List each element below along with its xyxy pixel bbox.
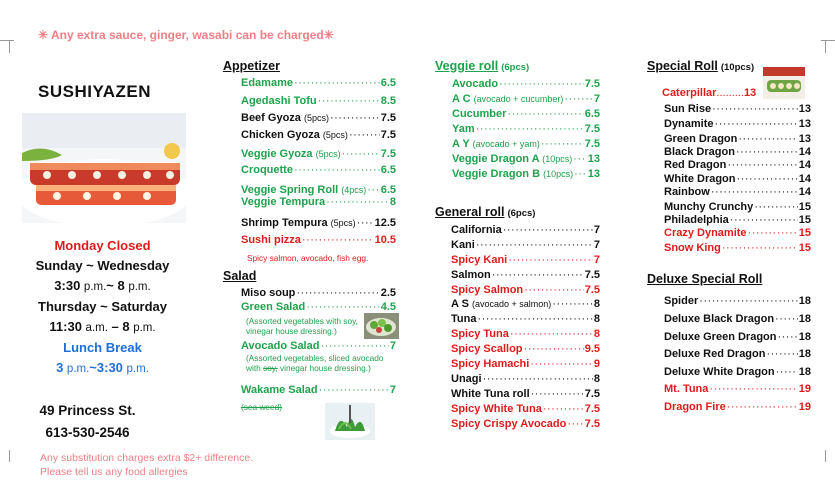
menu-item: Salmon ····· 7.5 [451,269,600,281]
item-description: (Assorted vegetables with soy, vinegar house dressing.) [246,316,358,336]
menu-item: Wakame Salad ····· 7 [241,384,396,396]
menu-item: Snow King ····· 15 [664,242,811,254]
menu-item: A C (avocado + cucumber) ····· 7 [452,93,600,105]
menu-item: Green Dragon ····· 13 [664,133,811,145]
menu-item: Dragon Fire ····· 19 [664,401,811,413]
wakame-salad-photo [325,403,375,440]
menu-item: White Dragon ····· 14 [664,173,811,185]
menu-item: Munchy Crunchy ····· 15 [664,201,811,213]
menu-item: Crazy Dynamite ····· 15 [664,227,811,239]
menu-item: Kani ····· 7 [451,239,600,251]
item-description: Spicy salmon, avocado, fish egg. [247,253,369,263]
menu-item: Spider ····· 18 [664,295,811,307]
menu-item: Philadelphia ····· 15 [664,214,811,226]
menu-item: Veggie Tempura ····· 8 [241,196,396,208]
appetizer-heading: Appetizer [223,59,280,73]
menu-item: Mt. Tuna ····· 19 [664,383,811,395]
menu-item: Avocado ····· 7.5 [452,78,600,90]
menu-item: Shrimp Tempura (5pcs) ····· 12.5 [241,217,396,229]
menu-item: Spicy White Tuna ····· 7.5 [451,403,600,415]
menu-item: Croquette ····· 6.5 [241,164,396,176]
contact-info [20,400,155,444]
restaurant-name: SUSHIYAZEN [38,82,152,101]
menu-item: Edamame ····· 6.5 [241,77,396,89]
menu-item: Dynamite ····· 13 [664,118,811,130]
hours-time-2: 11:30 a.m. – 8 p.m. [49,319,156,334]
sushi-platter-photo [22,113,186,223]
menu-item: Rainbow ····· 14 [664,186,811,198]
salad-heading: Salad [223,269,257,283]
menu-item: Veggie Gyoza (5pcs) ····· 7.5 [241,148,396,160]
green-salad-photo [364,313,399,339]
special-roll-heading: Special Roll (10pcs) [647,59,755,73]
lunch-break-label: Lunch Break [63,340,142,355]
menu-item: Veggie Dragon A (10pcs) ····· 13 [452,153,600,165]
opening-hours [20,236,185,379]
deluxe-roll-heading: Deluxe Special Roll [647,272,763,286]
menu-item: Deluxe Black Dragon ····· 18 [664,313,811,325]
menu-item: Yam ····· 7.5 [452,123,600,135]
extra-charge-note: ✳ Any extra sauce, ginger, wasabi can be charged✳ [38,28,334,42]
menu-item: White Tuna roll ····· 7.5 [451,388,600,400]
hours-days-2: Thursday ~ Saturday [38,299,167,314]
menu-item: Tuna ····· 8 [451,313,600,325]
menu-item: Agedashi Tofu ····· 8.5 [241,95,396,107]
menu-item: Deluxe White Dragon ····· 18 [664,366,811,378]
menu-item: Miso soup ····· 2.5 [241,287,396,299]
menu-item: Sushi pizza ····· 10.5 [241,234,396,246]
menu-item: Spicy Tuna ····· 8 [451,328,600,340]
hours-time-1: 3:30 p.m.~ 8 p.m. [54,278,151,293]
menu-item: Caterpillar ......... 13 [662,87,757,99]
general-roll-heading: General roll (6pcs) [435,205,536,219]
substitution-note: Any substitution charges extra $2+ difference. Please tell us any food allergies [40,452,254,478]
crop-mark [821,450,835,464]
crop-mark [0,450,14,464]
menu-item: Deluxe Red Dragon ····· 18 [664,348,811,360]
item-description: (sea weed) [241,402,283,412]
menu-item: Spicy Scallop ····· 9.5 [451,343,600,355]
menu-item: Spicy Hamachi ····· 9 [451,358,600,370]
menu-item: Red Dragon ····· 14 [664,159,811,171]
menu-item: Green Salad ····· 4.5 [241,301,396,313]
menu-item: Black Dragon ····· 14 [664,146,811,158]
veggie-roll-heading: Veggie roll (6pcs) [435,59,530,73]
crop-mark [0,40,14,55]
menu-item: California ····· 7 [451,224,600,236]
menu-item: Spicy Salmon ····· 7.5 [451,284,600,296]
menu-item: Deluxe Green Dragon ····· 18 [664,331,811,343]
menu-item: Beef Gyoza (5pcs) ····· 7.5 [241,112,396,124]
closed-day: Monday Closed [54,238,151,253]
menu-item: A Y (avocado + yam) ····· 7.5 [452,138,600,150]
menu-item: Veggie Dragon B (10pcs) ····· 13 [452,168,600,180]
menu-item: Cucumber ····· 6.5 [452,108,600,120]
phone-number: 613-530-2546 [45,425,130,440]
caterpillar-roll-photo [763,67,805,99]
menu-item: Sun Rise ····· 13 [664,103,811,115]
menu-item: Chicken Gyoza (5pcs) ····· 7.5 [241,129,396,141]
item-description: (Assorted vegetables, sliced avocado with soy, vinegar house dressing.) [246,353,384,373]
lunch-break-time: 3 p.m.~3:30 p.m. [56,360,149,375]
menu-item: Avocado Salad ····· 7 [241,340,396,352]
menu-item: Spicy Kani ····· 7 [451,254,600,266]
menu-item: Spicy Crispy Avocado ····· 7.5 [451,418,600,430]
crop-mark [821,40,835,55]
menu-item: Veggie Spring Roll (4pcs) ····· 6.5 [241,184,396,196]
menu-item: Unagi ····· 8 [451,373,600,385]
menu-item: A S (avocado + salmon) ····· 8 [451,298,600,310]
street-address: 49 Princess St. [39,403,136,418]
hours-days-1: Sunday ~ Wednesday [35,258,170,273]
